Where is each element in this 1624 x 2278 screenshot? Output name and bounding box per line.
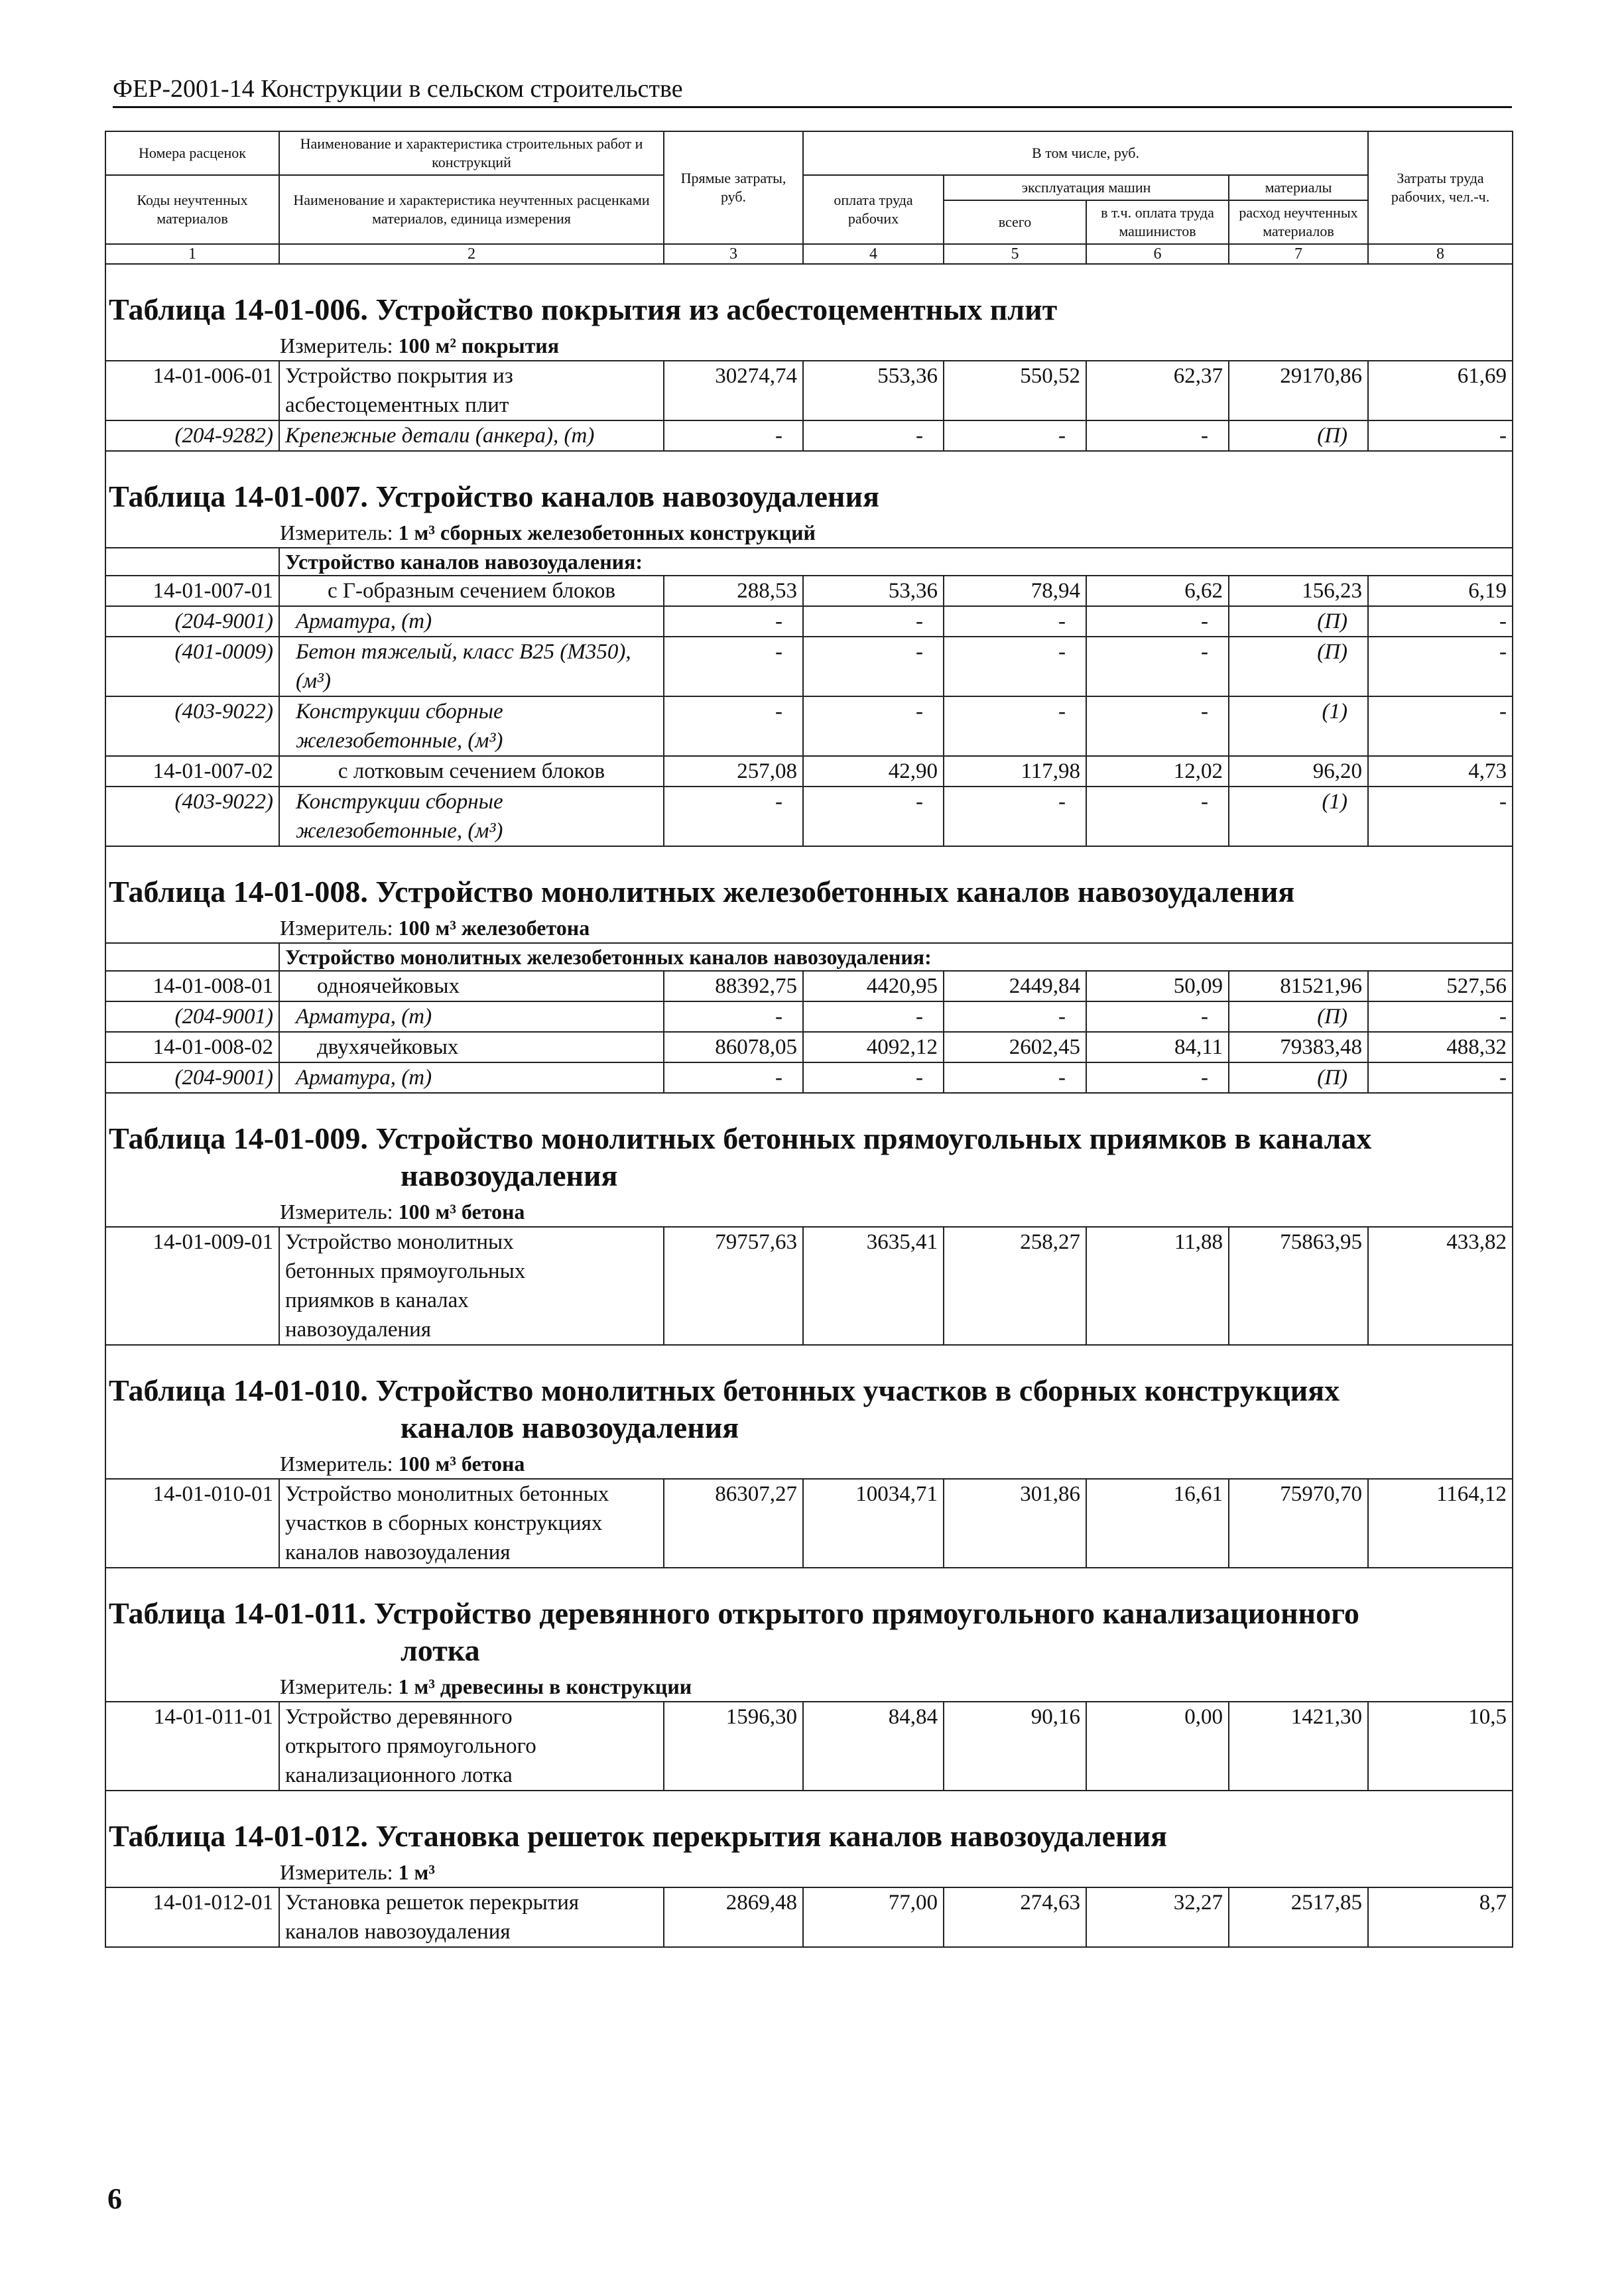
materials: 75863,95 bbox=[1229, 1227, 1368, 1345]
operator-pay: 12,02 bbox=[1086, 756, 1229, 787]
table-title: Таблица 14-01-011. Устройство деревянного открытого прямоугольного канализационного bbox=[109, 1596, 1359, 1630]
material-name: Арматура, (т) bbox=[279, 1062, 664, 1093]
operator-pay: - bbox=[1086, 1001, 1229, 1032]
rate-code: 14-01-008-01 bbox=[105, 971, 279, 1001]
rate-row bbox=[105, 361, 1513, 420]
table-title-continuation: навозоудаления bbox=[401, 1159, 618, 1192]
col-num-1: 1 bbox=[105, 244, 279, 264]
unit-line bbox=[105, 332, 1513, 361]
table-title-cell bbox=[105, 1345, 1513, 1450]
unit-value: 1 м³ bbox=[398, 1860, 435, 1884]
unit-row bbox=[105, 519, 1513, 548]
table-title: Таблица 14-01-009. Устройство монолитных бетонных прямоугольных приямков в каналах bbox=[109, 1121, 1372, 1155]
direct-costs: 86307,27 bbox=[664, 1479, 803, 1568]
col-num-4: 4 bbox=[803, 244, 944, 264]
materials: 81521,96 bbox=[1229, 971, 1368, 1001]
direct-costs: - bbox=[664, 1001, 803, 1032]
table-title: Таблица 14-01-008. Устройство монолитных железобетонных каналов навозоудаления bbox=[105, 846, 1513, 915]
machines-total: 2602,45 bbox=[944, 1032, 1086, 1062]
column-number-row bbox=[105, 244, 1513, 264]
empty-cell bbox=[105, 548, 279, 576]
operator-pay: - bbox=[1086, 787, 1229, 846]
material-name: Арматура, (т) bbox=[279, 1001, 664, 1032]
labor-costs: 488,32 bbox=[1368, 1032, 1513, 1062]
rate-row bbox=[105, 1702, 1513, 1791]
machines-total: 2449,84 bbox=[944, 971, 1086, 1001]
column-header-row-1 bbox=[105, 131, 1513, 175]
materials: 1421,30 bbox=[1229, 1702, 1368, 1791]
unit-value: 1 м³ древесины в конструкции bbox=[398, 1675, 692, 1698]
machines-total: 301,86 bbox=[944, 1479, 1086, 1568]
section-title-row bbox=[105, 1568, 1513, 1673]
unit-row bbox=[105, 1673, 1513, 1702]
unit-label: Измеритель: bbox=[280, 521, 399, 544]
unit-label: Измеритель: bbox=[280, 334, 399, 357]
direct-costs: 30274,74 bbox=[664, 361, 803, 420]
material-name: Крепежные детали (анкера), (т) bbox=[279, 420, 664, 451]
worker-pay: 77,00 bbox=[803, 1887, 944, 1947]
col-machines-total: всего bbox=[944, 200, 1086, 244]
machines-total: - bbox=[944, 420, 1086, 451]
materials: 79383,48 bbox=[1229, 1032, 1368, 1062]
direct-costs: 79757,63 bbox=[664, 1227, 803, 1345]
worker-pay: - bbox=[803, 787, 944, 846]
col-works-name: Наименование и характеристика строительных работ и конструкций bbox=[279, 131, 664, 175]
section-title-row bbox=[105, 846, 1513, 915]
worker-pay: 3635,41 bbox=[803, 1227, 944, 1345]
unit-row bbox=[105, 332, 1513, 361]
operator-pay: - bbox=[1086, 637, 1229, 696]
material-row bbox=[105, 420, 1513, 451]
table-title-continuation: каналов навозоудаления bbox=[401, 1411, 739, 1444]
worker-pay: - bbox=[803, 696, 944, 756]
material-usage: (1) bbox=[1229, 696, 1368, 756]
material-row bbox=[105, 637, 1513, 696]
material-usage: (П) bbox=[1229, 606, 1368, 637]
unit-line bbox=[105, 519, 1513, 548]
rate-name: одноячейковых bbox=[279, 971, 664, 1001]
machines-total: - bbox=[944, 606, 1086, 637]
worker-pay: - bbox=[803, 420, 944, 451]
material-code: (204-9282) bbox=[105, 420, 279, 451]
labor-costs: - bbox=[1368, 420, 1513, 451]
col-materials-name: Наименование и характеристика неучтенных расценками материалов, единица измерения bbox=[279, 175, 664, 244]
direct-costs: - bbox=[664, 1062, 803, 1093]
material-row bbox=[105, 1001, 1513, 1032]
operator-pay: 0,00 bbox=[1086, 1702, 1229, 1791]
material-usage: (П) bbox=[1229, 637, 1368, 696]
rate-code: 14-01-007-02 bbox=[105, 756, 279, 787]
unit-label: Измеритель: bbox=[280, 1860, 399, 1884]
labor-costs: 1164,12 bbox=[1368, 1479, 1513, 1568]
worker-pay: - bbox=[803, 1062, 944, 1093]
rate-row bbox=[105, 756, 1513, 787]
subhead-row bbox=[105, 943, 1513, 971]
col-num-7: 7 bbox=[1229, 244, 1368, 264]
section-title-row bbox=[105, 1791, 1513, 1859]
rate-name: двухячейковых bbox=[279, 1032, 664, 1062]
unit-label: Измеритель: bbox=[280, 1200, 399, 1224]
material-name: Конструкции сборные железобетонные, (м³) bbox=[279, 696, 664, 756]
rate-name: с лотковым сечением блоков bbox=[279, 756, 664, 787]
operator-pay: - bbox=[1086, 420, 1229, 451]
labor-costs: - bbox=[1368, 1062, 1513, 1093]
unit-value: 100 м³ железобетона bbox=[398, 916, 590, 940]
unit-label: Измеритель: bbox=[280, 916, 399, 940]
unit-row bbox=[105, 1198, 1513, 1227]
unit-line bbox=[105, 1450, 1513, 1479]
labor-costs: - bbox=[1368, 787, 1513, 846]
col-worker-pay: оплата труда рабочих bbox=[803, 175, 944, 244]
material-name: Бетон тяжелый, класс В25 (М350), (м³) bbox=[279, 637, 664, 696]
direct-costs: - bbox=[664, 637, 803, 696]
material-usage: (П) bbox=[1229, 1001, 1368, 1032]
col-num-2: 2 bbox=[279, 244, 664, 264]
worker-pay: - bbox=[803, 1001, 944, 1032]
material-code: (403-9022) bbox=[105, 787, 279, 846]
unit-value: 100 м² покрытия bbox=[398, 334, 560, 357]
labor-costs: - bbox=[1368, 606, 1513, 637]
col-material-usage: расход неучтенных материалов bbox=[1229, 200, 1368, 244]
table-title: Таблица 14-01-006. Устройство покрытия из асбестоцементных плит bbox=[105, 264, 1513, 332]
section-title-row bbox=[105, 1345, 1513, 1450]
worker-pay: 53,36 bbox=[803, 576, 944, 606]
direct-costs: - bbox=[664, 787, 803, 846]
operator-pay: - bbox=[1086, 1062, 1229, 1093]
rate-code: 14-01-007-01 bbox=[105, 576, 279, 606]
section-title-row bbox=[105, 451, 1513, 519]
operator-pay: - bbox=[1086, 606, 1229, 637]
empty-cell bbox=[105, 943, 279, 971]
material-code: (204-9001) bbox=[105, 1001, 279, 1032]
direct-costs: - bbox=[664, 606, 803, 637]
machines-total: 274,63 bbox=[944, 1887, 1086, 1947]
direct-costs: 86078,05 bbox=[664, 1032, 803, 1062]
material-row bbox=[105, 696, 1513, 756]
section-title-row bbox=[105, 264, 1513, 332]
rate-code: 14-01-006-01 bbox=[105, 361, 279, 420]
material-row bbox=[105, 787, 1513, 846]
worker-pay: 10034,71 bbox=[803, 1479, 944, 1568]
rate-name: Устройство монолитных бетонных прямоугольных приямков в каналах навозоудаления bbox=[279, 1227, 664, 1345]
material-name: Арматура, (т) bbox=[279, 606, 664, 637]
materials: 96,20 bbox=[1229, 756, 1368, 787]
labor-costs: 6,19 bbox=[1368, 576, 1513, 606]
rate-code: 14-01-009-01 bbox=[105, 1227, 279, 1345]
machines-total: - bbox=[944, 787, 1086, 846]
materials: 75970,70 bbox=[1229, 1479, 1368, 1568]
rate-code: 14-01-011-01 bbox=[105, 1702, 279, 1791]
direct-costs: 88392,75 bbox=[664, 971, 803, 1001]
section-title-row bbox=[105, 1093, 1513, 1198]
unit-value: 100 м³ бетона bbox=[398, 1452, 525, 1476]
unit-row bbox=[105, 1859, 1513, 1887]
operator-pay: 11,88 bbox=[1086, 1227, 1229, 1345]
col-num-6: 6 bbox=[1086, 244, 1229, 264]
table-title: Таблица 14-01-010. Устройство монолитных бетонных участков в сборных конструкциях bbox=[109, 1373, 1340, 1407]
materials: 156,23 bbox=[1229, 576, 1368, 606]
col-group-machines: эксплуатация машин bbox=[944, 175, 1229, 200]
labor-costs: 433,82 bbox=[1368, 1227, 1513, 1345]
worker-pay: 84,84 bbox=[803, 1702, 944, 1791]
direct-costs: 288,53 bbox=[664, 576, 803, 606]
operator-pay: 6,62 bbox=[1086, 576, 1229, 606]
col-group-materials: материалы bbox=[1229, 175, 1368, 200]
worker-pay: 4420,95 bbox=[803, 971, 944, 1001]
rate-row bbox=[105, 1887, 1513, 1947]
material-row bbox=[105, 1062, 1513, 1093]
material-row bbox=[105, 606, 1513, 637]
material-code: (401-0009) bbox=[105, 637, 279, 696]
direct-costs: 1596,30 bbox=[664, 1702, 803, 1791]
rate-row bbox=[105, 1032, 1513, 1062]
machines-total: - bbox=[944, 637, 1086, 696]
col-num-8: 8 bbox=[1368, 244, 1513, 264]
unit-line bbox=[105, 915, 1513, 943]
subhead-row bbox=[105, 548, 1513, 576]
worker-pay: 553,36 bbox=[803, 361, 944, 420]
material-code: (204-9001) bbox=[105, 1062, 279, 1093]
rate-name: Установка решеток перекрытия каналов навозоудаления bbox=[279, 1887, 664, 1947]
document-header: ФЕР-2001-14 Конструкции в сельском строительстве bbox=[113, 75, 683, 103]
rate-code: 14-01-008-02 bbox=[105, 1032, 279, 1062]
table-title-cell bbox=[105, 1093, 1513, 1198]
direct-costs: 2869,48 bbox=[664, 1887, 803, 1947]
unit-label: Измеритель: bbox=[280, 1452, 399, 1476]
direct-costs: 257,08 bbox=[664, 756, 803, 787]
table-title-continuation: лотка bbox=[401, 1633, 480, 1667]
rate-row bbox=[105, 576, 1513, 606]
machines-total: - bbox=[944, 1001, 1086, 1032]
machines-total: 78,94 bbox=[944, 576, 1086, 606]
materials: 29170,86 bbox=[1229, 361, 1368, 420]
unit-label: Измеритель: bbox=[280, 1675, 399, 1698]
unit-line bbox=[105, 1859, 1513, 1887]
machines-total: 117,98 bbox=[944, 756, 1086, 787]
col-group-including: В том числе, руб. bbox=[803, 131, 1368, 175]
labor-costs: 8,7 bbox=[1368, 1887, 1513, 1947]
unit-line bbox=[105, 1198, 1513, 1227]
worker-pay: - bbox=[803, 637, 944, 696]
machines-total: - bbox=[944, 696, 1086, 756]
col-direct-costs: Прямые затраты, руб. bbox=[664, 131, 803, 244]
table-title: Таблица 14-01-007. Устройство каналов навозоудаления bbox=[105, 451, 1513, 519]
rate-row bbox=[105, 1479, 1513, 1568]
labor-costs: - bbox=[1368, 696, 1513, 756]
labor-costs: 527,56 bbox=[1368, 971, 1513, 1001]
direct-costs: - bbox=[664, 420, 803, 451]
subhead: Устройство каналов навозоудаления: bbox=[279, 548, 1513, 576]
material-usage: (П) bbox=[1229, 420, 1368, 451]
rate-name: Устройство монолитных бетонных участков в сборных конструкциях каналов навозоудаления bbox=[279, 1479, 664, 1568]
labor-costs: 61,69 bbox=[1368, 361, 1513, 420]
operator-pay: - bbox=[1086, 696, 1229, 756]
labor-costs: - bbox=[1368, 637, 1513, 696]
labor-costs: - bbox=[1368, 1001, 1513, 1032]
unit-row bbox=[105, 915, 1513, 943]
rate-code: 14-01-012-01 bbox=[105, 1887, 279, 1947]
table-title-cell bbox=[105, 1568, 1513, 1673]
rate-name: Устройство покрытия из асбестоцементных плит bbox=[279, 361, 664, 420]
material-name: Конструкции сборные железобетонные, (м³) bbox=[279, 787, 664, 846]
labor-costs: 4,73 bbox=[1368, 756, 1513, 787]
rate-code: 14-01-010-01 bbox=[105, 1479, 279, 1568]
unit-line bbox=[105, 1673, 1513, 1702]
machines-total: 258,27 bbox=[944, 1227, 1086, 1345]
machines-total: - bbox=[944, 1062, 1086, 1093]
operator-pay: 32,27 bbox=[1086, 1887, 1229, 1947]
col-labor-costs: Затраты труда рабочих, чел.-ч. bbox=[1368, 131, 1513, 244]
column-header-row-2 bbox=[105, 175, 1513, 200]
material-usage: (П) bbox=[1229, 1062, 1368, 1093]
machines-total: 90,16 bbox=[944, 1702, 1086, 1791]
table-title: Таблица 14-01-012. Установка решеток перекрытия каналов навозоудаления bbox=[105, 1791, 1513, 1859]
machines-total: 550,52 bbox=[944, 361, 1086, 420]
material-code: (204-9001) bbox=[105, 606, 279, 637]
col-rate-numbers: Номера расценок bbox=[105, 131, 279, 175]
unit-value: 100 м³ бетона bbox=[398, 1200, 525, 1224]
col-material-codes: Коды неучтенных материалов bbox=[105, 175, 279, 244]
operator-pay: 62,37 bbox=[1086, 361, 1229, 420]
col-operator-pay: в т.ч. оплата труда машинистов bbox=[1086, 200, 1229, 244]
rate-name: с Г-образным сечением блоков bbox=[279, 576, 664, 606]
header-rule bbox=[113, 106, 1512, 108]
operator-pay: 50,09 bbox=[1086, 971, 1229, 1001]
material-usage: (1) bbox=[1229, 787, 1368, 846]
materials: 2517,85 bbox=[1229, 1887, 1368, 1947]
rate-name: Устройство деревянного открытого прямоугольного канализационного лотка bbox=[279, 1702, 664, 1791]
worker-pay: 4092,12 bbox=[803, 1032, 944, 1062]
price-table bbox=[105, 131, 1513, 1948]
operator-pay: 84,11 bbox=[1086, 1032, 1229, 1062]
rate-row bbox=[105, 971, 1513, 1001]
material-code: (403-9022) bbox=[105, 696, 279, 756]
subhead: Устройство монолитных железобетонных каналов навозоудаления: bbox=[279, 943, 1513, 971]
page-number: 6 bbox=[107, 2183, 122, 2215]
rate-row bbox=[105, 1227, 1513, 1345]
worker-pay: - bbox=[803, 606, 944, 637]
unit-row bbox=[105, 1450, 1513, 1479]
unit-value: 1 м³ сборных железобетонных конструкций bbox=[398, 521, 816, 544]
col-num-5: 5 bbox=[944, 244, 1086, 264]
worker-pay: 42,90 bbox=[803, 756, 944, 787]
labor-costs: 10,5 bbox=[1368, 1702, 1513, 1791]
operator-pay: 16,61 bbox=[1086, 1479, 1229, 1568]
col-num-3: 3 bbox=[664, 244, 803, 264]
direct-costs: - bbox=[664, 696, 803, 756]
